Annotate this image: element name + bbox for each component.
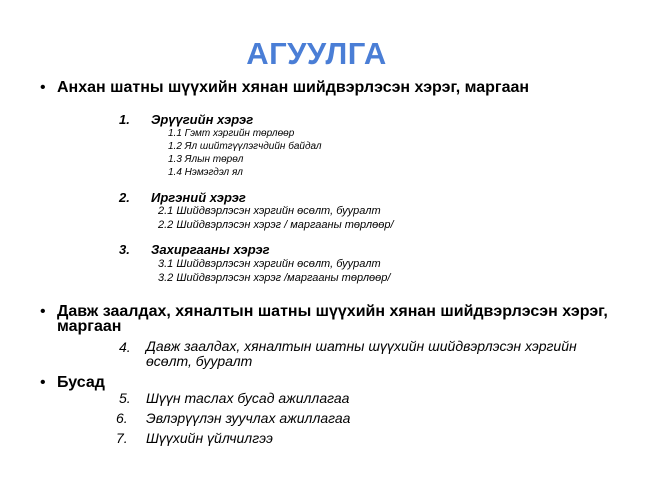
section-number-6: 6. xyxy=(116,410,128,426)
section-5-text: Шүүн таслах бусад ажиллагаа xyxy=(146,390,350,406)
section-heading-criminal: Эрүүгийн хэрэг xyxy=(151,112,254,127)
section-6-text: Эвлэрүүлэн зуучлах ажиллагаа xyxy=(146,410,351,426)
subitem-1-1: 1.1 Гэмт хэргийн төрлөөр xyxy=(168,128,295,139)
subitem-3-2: 3.2 Шийдвэрлэсэн хэрэг /маргааны төрлөөр/ xyxy=(158,272,391,284)
subitem-1-3: 1.3 Ялын төрөл xyxy=(168,154,244,165)
section-4-line2: өсөлт, бууралт xyxy=(146,353,253,369)
section-4-line1: Давж заалдах, хяналтын шатны шүүхийн шийдвэрлэсэн хэргийн xyxy=(146,338,577,354)
subitem-2-1: 2.1 Шийдвэрлэсэн хэргийн өсөлт, бууралт xyxy=(158,205,381,217)
bullet-first-instance: Анхан шатны шүүхийн хянан шийдвэрлэсэн хэрэг, маргаан xyxy=(57,79,530,96)
bullet-marker: • xyxy=(40,79,46,96)
subitem-1-2: 1.2 Ял шийтгүүлэгчдийн байдал xyxy=(168,141,322,152)
bullet-marker: • xyxy=(40,374,46,391)
section-heading-civil: Иргэний хэрэг xyxy=(151,190,246,205)
bullet-appeal-line1: Давж заалдах, хяналтын шатны шүүхийн хянан шийдвэрлэсэн хэрэг, xyxy=(57,303,608,320)
subitem-2-2: 2.2 Шийдвэрлэсэн хэрэг / маргааны төрлөөр/ xyxy=(158,219,394,231)
section-number-1: 1. xyxy=(119,112,130,127)
section-7-text: Шүүхийн үйлчилгээ xyxy=(146,430,273,446)
bullet-appeal-line2: маргаан xyxy=(57,318,122,335)
section-number-2: 2. xyxy=(119,190,130,205)
subitem-1-4: 1.4 Нэмэгдэл ял xyxy=(168,167,243,178)
slide-title: АГУУЛГА xyxy=(246,36,387,71)
section-number-5: 5. xyxy=(119,390,131,406)
section-number-7: 7. xyxy=(116,430,128,446)
section-heading-administrative: Захиргааны хэрэг xyxy=(151,242,270,257)
bullet-marker: • xyxy=(40,303,46,320)
section-number-4: 4. xyxy=(119,339,131,355)
section-number-3: 3. xyxy=(119,242,130,257)
subitem-3-1: 3.1 Шийдвэрлэсэн хэргийн өсөлт, бууралт xyxy=(158,258,381,270)
bullet-other: Бусад xyxy=(57,374,105,391)
